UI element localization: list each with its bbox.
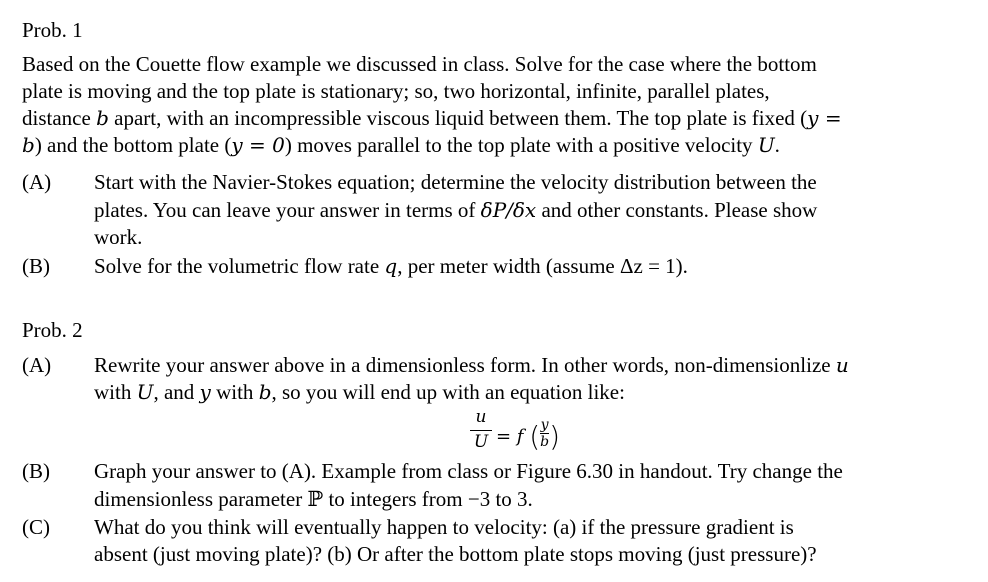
prob2-part-b-line-2: dimensionless parameter ℙ to integers from −3 to 3.: [94, 487, 533, 511]
math-U: U: [757, 133, 775, 157]
dimensionless-equation: [470, 408, 610, 458]
prob1-intro-line-2: plate is moving and the top plate is stationary; so, two horizontal, infinite, parallel plates,: [22, 79, 770, 103]
math-y-zero: y = 0: [231, 133, 285, 157]
prob2-part-a-line-1: [94, 352, 849, 378]
prob1-part-b-label: (B): [22, 254, 50, 278]
prob2-part-c-line-2: absent (just moving plate)? (b) Or after the bottom plate stops moving (just pressure)?: [94, 542, 817, 566]
prob1-part-a-line-2: [94, 197, 817, 223]
text: Rewrite your answer above in a dimensionless form. In other words, non-dimensionlize: [94, 353, 836, 377]
fraction-numerator: u: [475, 407, 487, 427]
fraction-denominator: U: [473, 432, 489, 452]
prob2-part-c-label: (C): [22, 515, 50, 539]
math-U: U: [136, 380, 154, 404]
inner-numerator: y: [540, 416, 549, 433]
prob1-part-a-label: (A): [22, 170, 52, 194]
math-q: q: [384, 254, 398, 278]
prob2-part-a-label: (A): [22, 353, 52, 377]
prob2-part-b-line-1: Graph your answer to (A). Example from class or Figure 6.30 in handout. Try change the: [94, 459, 843, 483]
math-b: b: [96, 106, 109, 130]
math-u: u: [835, 353, 849, 377]
right-paren: ): [549, 420, 561, 453]
text: apart, with an incompressible viscous liquid between them. The top plate is fixed (: [108, 106, 808, 130]
math-b: b: [258, 380, 272, 404]
prob1-part-a-line-1: Start with the Navier-Stokes equation; determine the velocity distribution between the: [94, 170, 817, 194]
text: and other constants. Please show: [536, 198, 818, 222]
text: with: [210, 380, 259, 404]
text: , per meter width (assume Δz = 1).: [397, 254, 688, 278]
text: , so you will end up with an equation like:: [271, 380, 625, 404]
text: distance: [22, 106, 97, 130]
prob2-title: Prob. 2: [22, 318, 83, 342]
inner-denominator: b: [540, 433, 550, 450]
text: ) moves parallel to the top plate with a positive velocity: [284, 133, 758, 157]
math-b: b: [22, 133, 35, 157]
text: ) and the bottom plate (: [34, 133, 232, 157]
prob1-title: Prob. 1: [22, 18, 83, 42]
equation-rhs: [496, 416, 561, 453]
left-paren: (: [529, 420, 541, 453]
prob2-part-a-line-2: [94, 379, 625, 405]
math-dp-dx: δP/δx: [480, 198, 537, 222]
math-y: y: [199, 380, 211, 404]
prob1-intro-line-1: Based on the Couette flow example we discussed in class. Solve for the case where the bottom: [22, 52, 817, 76]
text: , and: [153, 380, 200, 404]
text: with: [94, 380, 137, 404]
prob1-intro-line-3: [22, 105, 842, 131]
prob1-part-a-line-3: work.: [94, 225, 143, 249]
text: plates. You can leave your answer in terms of: [94, 198, 481, 222]
fraction-y-over-b: [540, 418, 549, 449]
text: Solve for the volumetric flow rate: [94, 254, 385, 278]
prob1-intro-line-4: [22, 132, 780, 158]
prob2-part-b-label: (B): [22, 459, 50, 483]
fraction-u-over-U: [470, 408, 492, 451]
prob2-part-c-line-1: What do you think will eventually happen to velocity: (a) if the pressure gradient is: [94, 515, 794, 539]
text: .: [774, 133, 780, 157]
fraction-bar: [470, 430, 492, 431]
math-y-eq: y =: [807, 106, 842, 130]
equals-f: = f: [496, 426, 524, 447]
prob1-part-b-line-1: [94, 253, 688, 279]
